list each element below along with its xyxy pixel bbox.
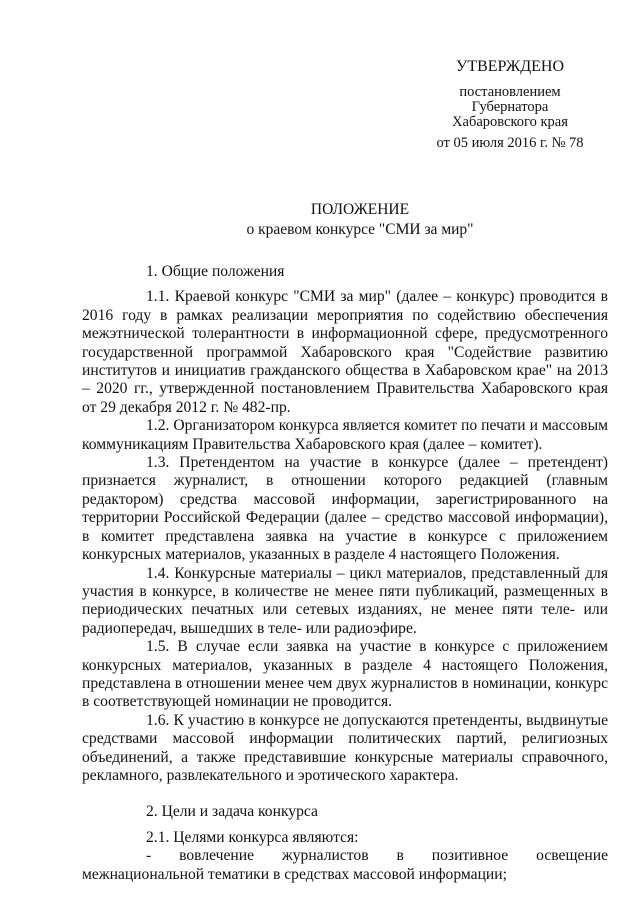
approval-line-2: Губернатора	[471, 99, 549, 115]
document-subtitle: о краевом конкурсе "СМИ за мир"	[246, 221, 474, 238]
paragraph-2-1-item: - вовлечение журналистов в позитивное освещение межнациональной тематики в средствах массовой информации;	[82, 847, 608, 883]
paragraph-1-4: 1.4. Конкурсные материалы – цикл материалов, представленный для участия в конкурсе, в количестве не менее пяти публикаций, размещенных в периодических печатных или сетевых изданиях, не менее пяти теле- или радиопередач, вышедших в теле- или радиоэфире.	[82, 564, 608, 637]
paragraph-2-1: 2.1. Целями конкурса являются:	[146, 828, 359, 846]
paragraph-1-2: 1.2. Организатором конкурса является комитет по печати и массовым коммуникациям Правительства Хабаровского края (далее – комитет).	[82, 417, 608, 453]
paragraph-1-6: 1.6. К участию в конкурсе не допускаются претенденты, выдвинутые средствами массовой информации политических партий, религиозных объединений, а также представившие конкурсные материалы справочного, рекламного, развлекательного и эротического характера.	[82, 711, 608, 784]
section-2-heading: 2. Цели и задача конкурса	[146, 803, 318, 821]
document-body	[82, 263, 608, 884]
approval-block	[405, 58, 615, 151]
approval-line-3: Хабаровского края	[452, 114, 568, 130]
approval-line-1: постановлением	[459, 84, 561, 100]
approval-date: от 05 июля 2016 г. № 78	[436, 135, 584, 151]
paragraph-1-5: 1.5. В случае если заявка на участие в конкурсе с приложением конкурсных материалов, указанных в разделе 4 настоящего Положения, представлена в отношении менее чем двух журналистов в номинации, конкурс в соответствующей номинации не проводится.	[82, 638, 608, 711]
paragraph-1-1: 1.1. Краевой конкурс "СМИ за мир" (далее – конкурс) проводится в 2016 году в рамках реализации мероприятия по содействию обеспечения межэтнической толерантности в информационной сфере, предусмотренного государственной программой Хабаровского края "Содействие развитию институтов и инициатив гражданского общества в Хабаровском крае" на 2013 – 2020 гг., утвержденной постановлением Правительства Хабаровского края от 29 декабря 2012 г. № 482-пр.	[82, 288, 608, 416]
paragraph-1-3: 1.3. Претендентом на участие в конкурсе (далее – претендент) признается журналист, в отношении которого редакцией (главным редактором) средства массовой информации, зарегистрированного на территории Российской Федерации (далее – средство массовой информации), в комитет представлена заявка на участие в конкурсе с приложением конкурсных материалов, указанных в разделе 4 настоящего Положения.	[82, 454, 608, 564]
section-1-heading: 1. Общие положения	[146, 263, 285, 280]
approval-title: УТВЕРЖДЕНО	[455, 58, 564, 75]
document-title: ПОЛОЖЕНИЕ	[310, 201, 410, 218]
